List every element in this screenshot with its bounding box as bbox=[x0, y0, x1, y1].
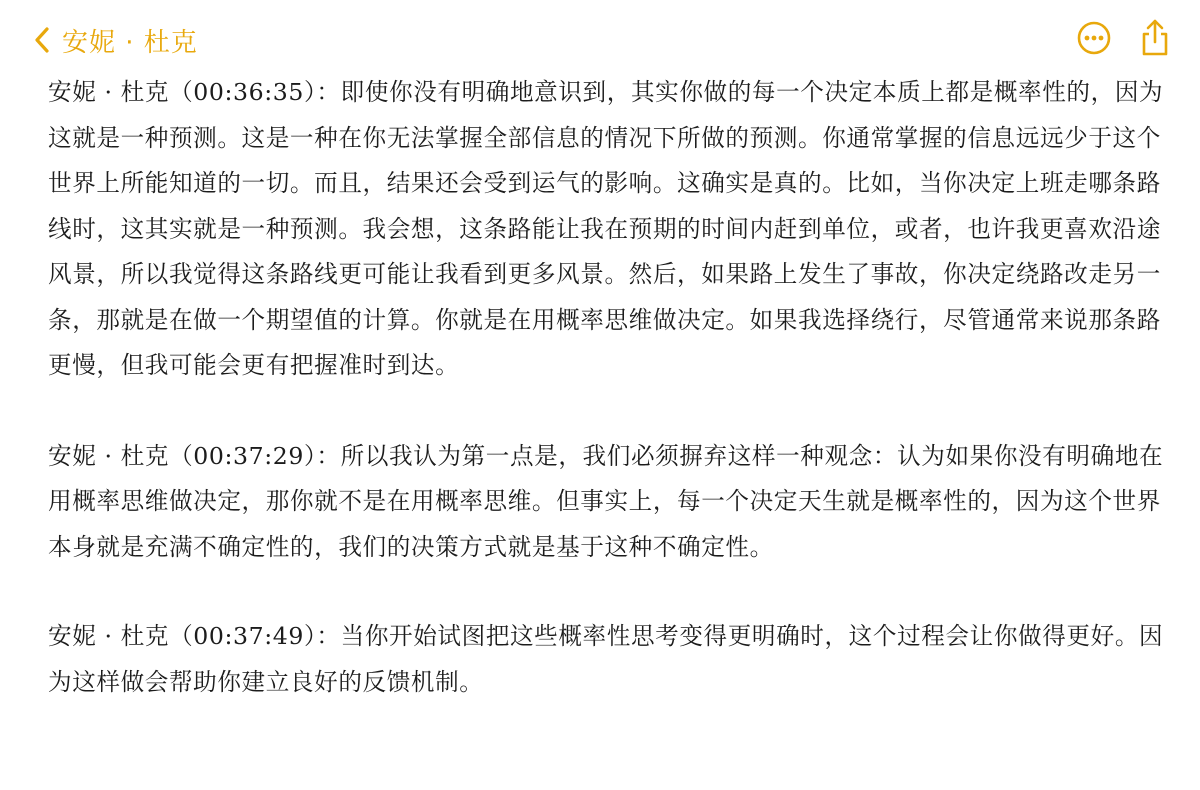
transcript-paragraph: 安妮 · 杜克（00:37:49）：当你开始试图把这些概率性思考变得更明确时，这个过程会让你做得更好。因为这样做会帮助你建立良好的反馈机制。 bbox=[48, 622, 1164, 696]
note-body[interactable] bbox=[48, 70, 1168, 705]
transcript-paragraph: 安妮 · 杜克（00:37:29）：所以我认为第一点是，我们必须摒弃这样一种观念：认为如果你没有明确地在用概率思维做决定，那你就不是在用概率思维。但事实上，每一个决定天生就是概率性的，因为这个世界本身就是充满不确定性的，我们的决策方式就是基于这种不确定性。 bbox=[48, 441, 1164, 561]
more-options-button[interactable] bbox=[1076, 20, 1112, 60]
transcript-paragraph: 安妮 · 杜克（00:36:35）：即使你没有明确地意识到，其实你做的每一个决定本质上都是概率性的，因为这就是一种预测。这是一种在你无法掌握全部信息的情况下所做的预测。你通常掌握的信息远远少于这个世界上所能知道的一切。而且，结果还会受到运气的影响。这确实是真的。比如，当你决定上班走哪条路线时，这其实就是一种预测。我会想，这条路能让我在预期的时间内赶到单位，或者，也许我更喜欢沿途风景，所以我觉得这条路线更可能让我看到更多风景。然后，如果路上发生了事故，你决定绕路改走另一条，那就是在做一个期望值的计算。你就是在用概率思维做决定。如果我选择绕行，尽管通常来说那条路更慢，但我可能会更有把握准时到达。 bbox=[48, 78, 1164, 379]
chevron-left-icon bbox=[34, 26, 50, 54]
share-icon bbox=[1138, 43, 1172, 62]
back-button-label: 安妮 · 杜克 bbox=[62, 27, 198, 58]
navigation-bar bbox=[0, 0, 1200, 78]
back-button[interactable] bbox=[34, 20, 198, 60]
ellipsis-circle-icon bbox=[1076, 41, 1112, 60]
share-button[interactable] bbox=[1138, 18, 1172, 62]
